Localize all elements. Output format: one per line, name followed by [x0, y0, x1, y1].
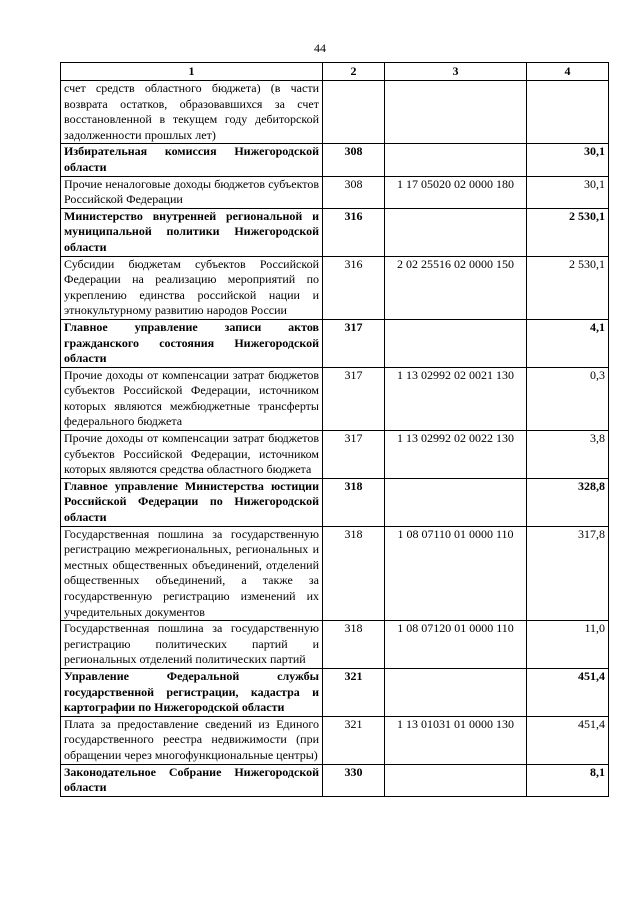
table-row [61, 526, 609, 621]
row-kbk-cell: 2 02 25516 02 0000 150 [385, 256, 527, 319]
row-code-cell: 321 [323, 668, 385, 716]
column-header: 2 [323, 63, 385, 81]
row-amount-cell: 4,1 [527, 319, 609, 367]
table-body [61, 81, 609, 797]
table-row [61, 621, 609, 669]
row-name-cell: Государственная пошлина за государственную регистрацию политических партий и региональных отделений политических партий [61, 621, 323, 669]
row-name-cell: Государственная пошлина за государственную регистрацию межрегиональных, региональных и местных общественных объединений, отделений общественных объединений, а также за государственную регистрацию изменений их учредительных документов [61, 526, 323, 621]
row-kbk-cell [385, 319, 527, 367]
row-code-cell: 318 [323, 621, 385, 669]
row-amount-cell: 0,3 [527, 367, 609, 430]
row-name-cell: Законодательное Собрание Нижегородской области [61, 764, 323, 796]
row-amount-cell: 3,8 [527, 431, 609, 479]
table-row [61, 716, 609, 764]
row-amount-cell: 328,8 [527, 478, 609, 526]
row-name-cell: Плата за предоставление сведений из Единого государственного реестра недвижимости (при обращении через многофункциональные центры) [61, 716, 323, 764]
row-code-cell: 318 [323, 526, 385, 621]
row-code-cell: 316 [323, 256, 385, 319]
column-header: 1 [61, 63, 323, 81]
table-row-department [61, 668, 609, 716]
row-amount-cell: 11,0 [527, 621, 609, 669]
row-amount-cell: 2 530,1 [527, 208, 609, 256]
row-code-cell: 317 [323, 367, 385, 430]
row-amount-cell: 8,1 [527, 764, 609, 796]
row-kbk-cell: 1 08 07120 01 0000 110 [385, 621, 527, 669]
table-row-department [61, 764, 609, 796]
table-header-row [61, 63, 609, 81]
row-code-cell: 321 [323, 716, 385, 764]
row-code-cell: 318 [323, 478, 385, 526]
row-kbk-cell [385, 478, 527, 526]
row-kbk-cell [385, 764, 527, 796]
row-kbk-cell: 1 08 07110 01 0000 110 [385, 526, 527, 621]
row-amount-cell: 30,1 [527, 176, 609, 208]
row-kbk-cell: 1 13 02992 02 0021 130 [385, 367, 527, 430]
page-number: 44 [314, 41, 326, 55]
row-name-cell: Министерство внутренней региональной и муниципальной политики Нижегородской области [61, 208, 323, 256]
row-name-cell: Прочие неналоговые доходы бюджетов субъектов Российской Федерации [61, 176, 323, 208]
table-row [61, 431, 609, 479]
row-code-cell: 317 [323, 319, 385, 367]
table-row [61, 367, 609, 430]
row-name-cell: Главное управление записи актов гражданского состояния Нижегородской области [61, 319, 323, 367]
budget-revenue-table [60, 62, 609, 797]
column-header: 4 [527, 63, 609, 81]
row-name-cell: Субсидии бюджетам субъектов Российской Федерации на реализацию мероприятий по укреплению единства российской нации и этнокультурному развитию народов России [61, 256, 323, 319]
row-amount-cell: 451,4 [527, 716, 609, 764]
row-name-cell: счет средств областного бюджета) (в части возврата остатков, образовавшихся за счет восстановленной в текущем году дебиторской задолженности прошлых лет) [61, 81, 323, 144]
row-kbk-cell: 1 17 05020 02 0000 180 [385, 176, 527, 208]
row-name-cell: Главное управление Министерства юстиции Российской Федерации по Нижегородской области [61, 478, 323, 526]
row-code-cell: 317 [323, 431, 385, 479]
row-kbk-cell [385, 208, 527, 256]
column-header: 3 [385, 63, 527, 81]
row-code-cell: 308 [323, 176, 385, 208]
row-name-cell: Прочие доходы от компенсации затрат бюджетов субъектов Российской Федерации, источником которых являются межбюджетные трансферты федерального бюджета [61, 367, 323, 430]
row-code-cell [323, 81, 385, 144]
row-kbk-cell [385, 668, 527, 716]
table-row-department [61, 144, 609, 176]
row-kbk-cell [385, 81, 527, 144]
table-row [61, 176, 609, 208]
row-code-cell: 330 [323, 764, 385, 796]
row-kbk-cell: 1 13 01031 01 0000 130 [385, 716, 527, 764]
table-row-department [61, 319, 609, 367]
row-kbk-cell [385, 144, 527, 176]
table-row-department [61, 208, 609, 256]
table-row-department [61, 478, 609, 526]
row-amount-cell [527, 81, 609, 144]
table-row [61, 256, 609, 319]
row-name-cell: Избирательная комиссия Нижегородской области [61, 144, 323, 176]
row-kbk-cell: 1 13 02992 02 0022 130 [385, 431, 527, 479]
row-code-cell: 316 [323, 208, 385, 256]
table-row [61, 81, 609, 144]
row-name-cell: Управление Федеральной службы государственной регистрации, кадастра и картографии по Нижегородской области [61, 668, 323, 716]
row-name-cell: Прочие доходы от компенсации затрат бюджетов субъектов Российской Федерации, источником которых являются средства областного бюджета [61, 431, 323, 479]
row-amount-cell: 30,1 [527, 144, 609, 176]
row-code-cell: 308 [323, 144, 385, 176]
row-amount-cell: 451,4 [527, 668, 609, 716]
row-amount-cell: 317,8 [527, 526, 609, 621]
row-amount-cell: 2 530,1 [527, 256, 609, 319]
